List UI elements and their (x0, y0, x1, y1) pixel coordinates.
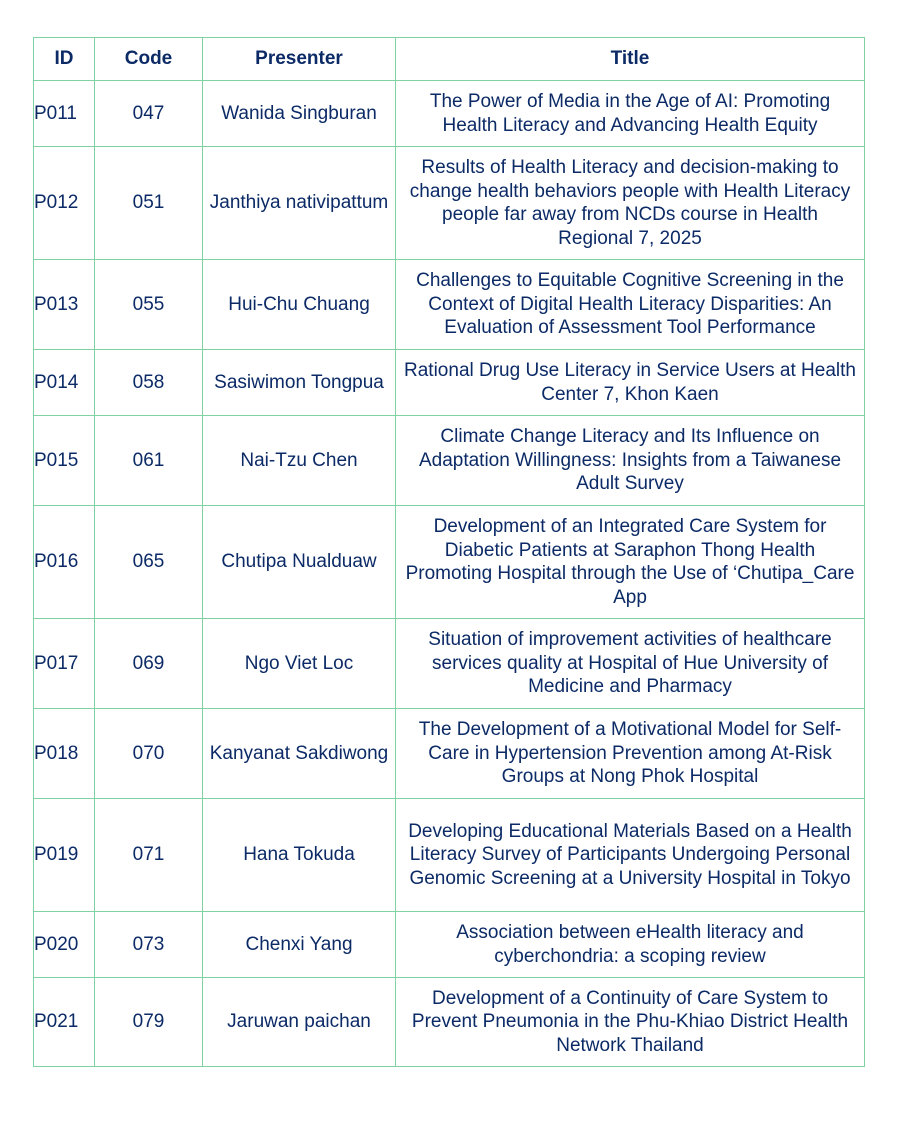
header-code: Code (95, 38, 203, 81)
cell-id: P019 (34, 799, 95, 912)
table-row (34, 416, 865, 506)
cell-title: The Development of a Motivational Model for Self-Care in Hypertension Prevention among At-Risk Groups at Nong Phok Hospital (396, 709, 865, 799)
cell-title: The Power of Media in the Age of AI: Promoting Health Literacy and Advancing Health Equity (396, 81, 865, 147)
cell-title: Results of Health Literacy and decision-making to change health behaviors people with Health Literacy people far away from NCDs course in Health Regional 7, 2025 (396, 147, 865, 260)
cell-id: P016 (34, 506, 95, 619)
table-row (34, 709, 865, 799)
cell-title: Climate Change Literacy and Its Influence on Adaptation Willingness: Insights from a Taiwanese Adult Survey (396, 416, 865, 506)
cell-title: Developing Educational Materials Based on a Health Literacy Survey of Participants Undergoing Personal Genomic Screening at a University Hospital in Tokyo (396, 799, 865, 912)
header-presenter: Presenter (203, 38, 396, 81)
cell-id: P015 (34, 416, 95, 506)
table-row (34, 147, 865, 260)
cell-id: P020 (34, 912, 95, 978)
cell-presenter: Kanyanat Sakdiwong (203, 709, 396, 799)
cell-id: P013 (34, 260, 95, 350)
cell-code: 047 (95, 81, 203, 147)
cell-id: P018 (34, 709, 95, 799)
cell-presenter: Chutipa Nualduaw (203, 506, 396, 619)
cell-presenter: Sasiwimon Tongpua (203, 350, 396, 416)
cell-presenter: Wanida Singburan (203, 81, 396, 147)
cell-id: P014 (34, 350, 95, 416)
cell-presenter: Nai-Tzu Chen (203, 416, 396, 506)
cell-code: 071 (95, 799, 203, 912)
cell-presenter: Chenxi Yang (203, 912, 396, 978)
table-row (34, 799, 865, 912)
cell-code: 065 (95, 506, 203, 619)
table-header (34, 38, 865, 81)
cell-id: P011 (34, 81, 95, 147)
cell-id: P017 (34, 619, 95, 709)
cell-title: Association between eHealth literacy and cyberchondria: a scoping review (396, 912, 865, 978)
cell-code: 069 (95, 619, 203, 709)
cell-title: Development of an Integrated Care System for Diabetic Patients at Saraphon Thong Health Promoting Hospital through the Use of ‘Chutipa_Care App (396, 506, 865, 619)
table-row (34, 978, 865, 1067)
cell-code: 051 (95, 147, 203, 260)
presentation-schedule-table (33, 37, 865, 1067)
cell-code: 079 (95, 978, 203, 1067)
cell-title: Development of a Continuity of Care System to Prevent Pneumonia in the Phu-Khiao District Health Network Thailand (396, 978, 865, 1067)
header-title: Title (396, 38, 865, 81)
table-row (34, 260, 865, 350)
cell-id: P021 (34, 978, 95, 1067)
cell-title: Situation of improvement activities of healthcare services quality at Hospital of Hue University of Medicine and Pharmacy (396, 619, 865, 709)
cell-title: Rational Drug Use Literacy in Service Users at Health Center 7, Khon Kaen (396, 350, 865, 416)
cell-presenter: Hana Tokuda (203, 799, 396, 912)
cell-code: 061 (95, 416, 203, 506)
cell-presenter: Hui-Chu Chuang (203, 260, 396, 350)
cell-title: Challenges to Equitable Cognitive Screening in the Context of Digital Health Literacy Disparities: An Evaluation of Assessment Tool Performance (396, 260, 865, 350)
cell-presenter: Janthiya nativipattum (203, 147, 396, 260)
cell-code: 058 (95, 350, 203, 416)
header-row (34, 38, 865, 81)
table-row (34, 912, 865, 978)
cell-code: 055 (95, 260, 203, 350)
cell-code: 073 (95, 912, 203, 978)
table-row (34, 506, 865, 619)
table-row (34, 619, 865, 709)
table-row (34, 350, 865, 416)
cell-id: P012 (34, 147, 95, 260)
cell-presenter: Ngo Viet Loc (203, 619, 396, 709)
header-id: ID (34, 38, 95, 81)
cell-presenter: Jaruwan paichan (203, 978, 396, 1067)
table-row (34, 81, 865, 147)
cell-code: 070 (95, 709, 203, 799)
table-body (34, 81, 865, 1067)
